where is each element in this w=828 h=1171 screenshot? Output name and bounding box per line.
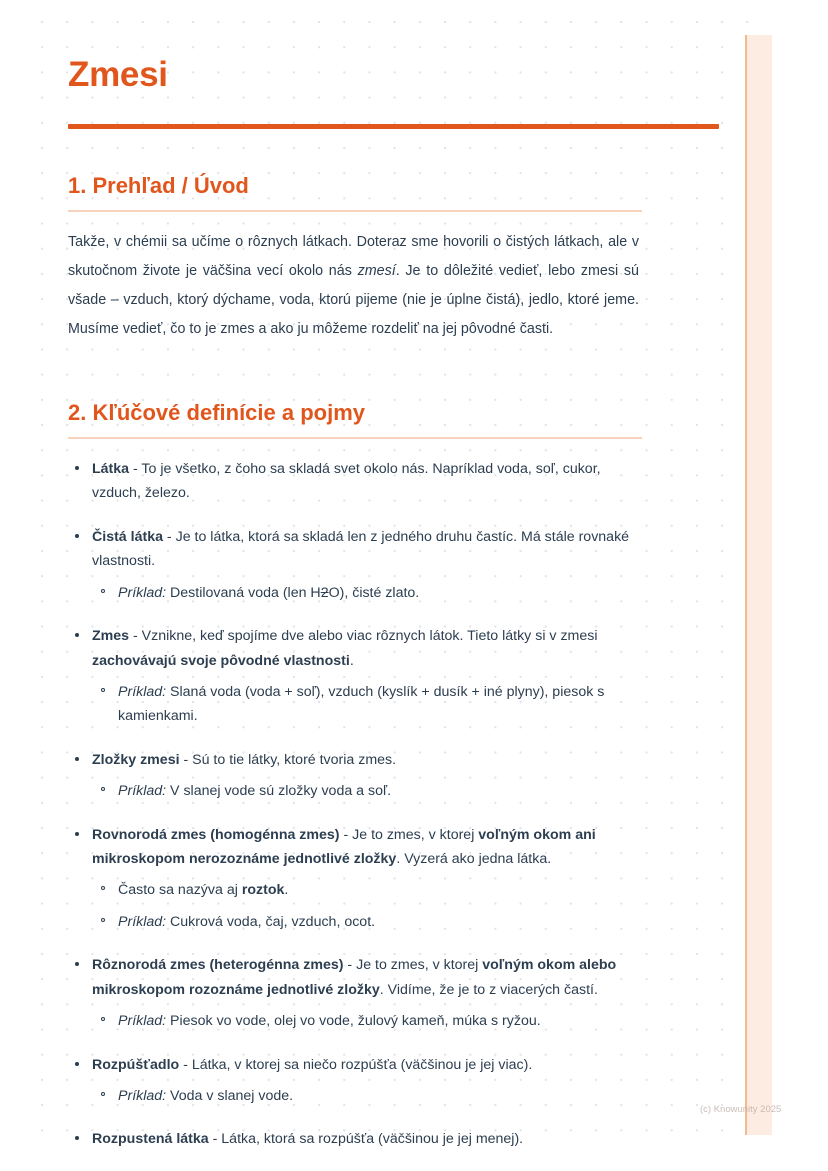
term-dash: - <box>208 1131 222 1148</box>
list-item <box>68 1053 643 1109</box>
intro-paragraph <box>68 228 639 344</box>
example-label: Príklad: <box>118 1013 167 1030</box>
section-heading-definitions: 2. Kľúčové definície a pojmy <box>68 399 366 425</box>
list-item <box>92 680 643 729</box>
note-text-before: Často sa nazýva aj <box>118 882 242 899</box>
term-definition-bold: voľným okom ani mikroskopom nerozoznáme jednotlivé zložky <box>92 826 596 868</box>
definition-line <box>92 1053 643 1077</box>
term-name: Rôznorodá zmes (heterogénna zmes) <box>92 957 344 974</box>
term-dash: - <box>343 957 357 974</box>
term-definition: Je to zmes, v ktorej <box>352 826 479 843</box>
sub-list <box>92 779 643 803</box>
definition-line <box>92 525 643 574</box>
term-definition: Sú to tie látky, ktoré tvoria zmes. <box>192 751 397 768</box>
term-definition-bold: voľným okom alebo mikroskopom rozoznáme jednotlivé zložky <box>92 957 617 998</box>
example-line <box>118 1009 643 1033</box>
example-text: V slanej vode sú zložky voda a soľ. <box>166 783 392 800</box>
term-definition: To je všetko, z čoho sa skladá svet okolo nás. Napríklad voda, soľ, cukor, vzduch, železo. <box>92 461 601 502</box>
example-text: Slaná voda (voda + soľ), vzduch (kyslík + dusík + iné plyny), piesok s kamienkami. <box>118 683 605 725</box>
note-text-after: . <box>284 882 289 899</box>
page-gutter-left <box>0 0 41 1171</box>
term-definition-end: . Vidíme, že je to z viacerých častí. <box>379 981 598 998</box>
example-text-after: O), čisté zlato. <box>328 584 420 601</box>
chemical-subscript: 2 <box>320 584 329 601</box>
list-item <box>92 1009 643 1033</box>
sub-list <box>92 1009 643 1033</box>
example-line <box>118 779 643 803</box>
list-item <box>92 910 643 934</box>
decorative-side-band <box>745 35 772 1135</box>
page-gutter-right <box>770 0 828 1171</box>
term-definition-bold: zachovávajú svoje pôvodné vlastnosti <box>92 652 350 669</box>
list-item <box>92 581 643 605</box>
list-item <box>92 1084 643 1108</box>
example-label: Príklad: <box>118 1088 167 1105</box>
section-divider <box>68 210 642 212</box>
term-name: Rozpustená látka <box>92 1131 209 1148</box>
definition-line <box>92 1127 643 1151</box>
term-definition: Látka, v ktorej sa niečo rozpúšťa (väčšinou je jej viac). <box>191 1056 533 1073</box>
example-line <box>118 1084 643 1108</box>
example-label: Príklad: <box>118 683 167 700</box>
term-definition-end: . Vyzerá ako jedna látka. <box>396 851 552 868</box>
term-dash: - <box>162 528 176 545</box>
definition-line <box>92 953 643 1002</box>
note-bold: roztok <box>241 882 285 899</box>
term-definition: Látka, ktorá sa rozpúšťa (väčšinou je jej menej). <box>221 1131 524 1148</box>
sub-list <box>92 1084 643 1108</box>
example-line <box>118 680 643 729</box>
sub-list <box>92 680 643 729</box>
list-item <box>92 878 643 902</box>
section-heading-overview: 1. Prehľad / Úvod <box>68 172 249 198</box>
example-label: Príklad: <box>118 913 167 930</box>
term-definition: Je to látka, ktorá sa skladá len z jedného druhu častíc. Má stále rovnaké vlastnosti. <box>92 528 630 570</box>
definition-line <box>92 624 643 673</box>
section-overview <box>68 172 643 344</box>
page-gutter-top <box>0 0 828 21</box>
section-divider <box>68 437 642 439</box>
term-name: Zložky zmesi <box>92 751 180 768</box>
term-dash: - <box>179 751 193 768</box>
term-name: Čistá látka <box>92 528 163 545</box>
term-name: Rozpúšťadlo <box>92 1056 180 1073</box>
definition-line <box>92 748 643 772</box>
document-content <box>68 56 643 1171</box>
example-label: Príklad: <box>118 783 167 800</box>
list-item <box>68 823 643 935</box>
term-dash: - <box>339 826 353 843</box>
page-title: Zmesi <box>68 55 168 94</box>
list-item <box>92 779 643 803</box>
list-item <box>68 525 643 605</box>
term-name: Rovnorodá zmes (homogénna zmes) <box>92 826 340 843</box>
intro-part-2: . Je to dôležité vedieť, lebo zmesi sú všade – vzduch, ktorý dýchame, voda, ktorú pijeme (nie je úplne čistá), jedlo, ktoré jeme. Musíme vedieť, čo to je zmes a ako ju môžeme rozdeliť na jej pôvodné časti. <box>68 262 639 337</box>
intro-emphasis: zmesí <box>357 262 396 279</box>
copyright-watermark: (c) Knowunity 2025 <box>700 1104 782 1115</box>
term-dash: - <box>129 461 142 477</box>
definition-line <box>92 457 643 506</box>
definitions-list <box>68 457 643 1152</box>
intro-part-1: Takže, v chémii sa učíme o rôznych látkach. Doteraz sme hovorili o čistých látkach, ale v skutočnom živote je väčšina vecí okolo nás <box>68 234 639 279</box>
example-label: Príklad: <box>118 584 167 601</box>
example-text: Voda v slanej vode. <box>166 1088 294 1105</box>
term-dash: - <box>129 628 142 645</box>
term-definition: Vznikne, keď spojíme dve alebo viac rôznych látok. Tieto látky si v zmesi <box>141 628 598 645</box>
example-line <box>118 581 643 605</box>
sub-list <box>92 581 643 605</box>
term-dash: - <box>179 1056 192 1073</box>
term-name: Zmes <box>92 628 130 645</box>
section-definitions <box>68 399 643 1152</box>
definition-line <box>92 823 643 872</box>
list-item <box>68 748 643 804</box>
example-text: Piesok vo vode, olej vo vode, žulový kameň, múka s ryžou. <box>166 1013 541 1030</box>
sub-list <box>92 878 643 934</box>
term-definition: Je to zmes, v ktorej <box>356 957 483 974</box>
list-item <box>68 1127 643 1151</box>
example-line <box>118 910 643 934</box>
list-item <box>68 953 643 1033</box>
title-underline-rule <box>68 124 719 129</box>
term-name: Látka <box>92 461 130 477</box>
example-text-before: Destilovaná voda (len H <box>166 584 321 601</box>
note-line <box>118 878 643 902</box>
list-item <box>68 624 643 729</box>
example-text: Cukrová voda, čaj, vzduch, ocot. <box>166 913 376 930</box>
list-item <box>68 457 643 506</box>
term-definition-end: . <box>349 652 354 669</box>
